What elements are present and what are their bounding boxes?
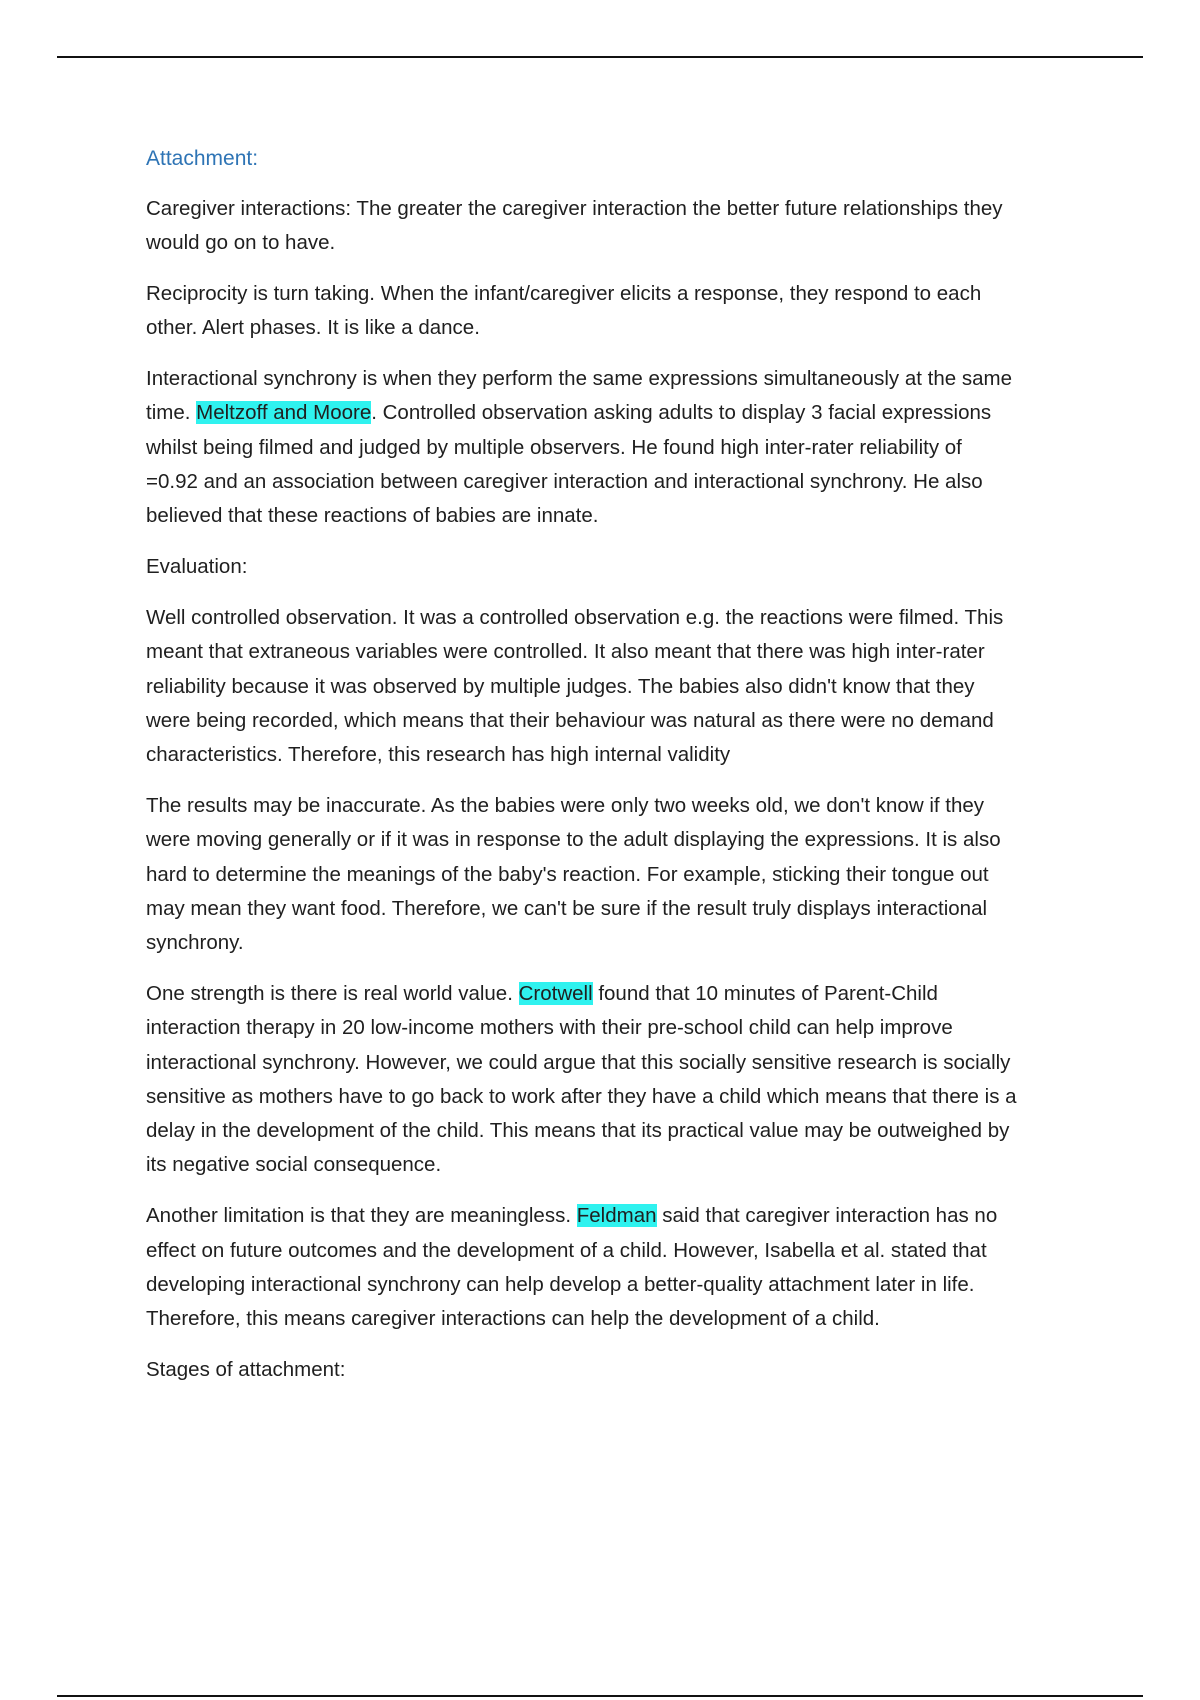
text-line: Interactional synchrony is when they perform the same expressions simultaneously at the same <box>146 367 1012 391</box>
text-line: =0.92 and an association between caregiver interaction and interactional synchrony. He also <box>146 470 983 494</box>
paragraph-reciprocity <box>146 277 1096 346</box>
text-line: The results may be inaccurate. As the babies were only two weeks old, we don't know if they <box>146 793 985 817</box>
text-line: other. Alert phases. It is like a dance. <box>146 316 480 340</box>
text-line: may mean they want food. Therefore, we can't be sure if the result truly displays interactional <box>146 896 988 920</box>
text-line: Therefore, this means caregiver interactions can help the development of a child. <box>146 1307 880 1331</box>
text-line: developing interactional synchrony can help develop a better-quality attachment later in life. <box>146 1272 975 1296</box>
text-run: time. <box>146 401 197 425</box>
text-line: Caregiver interactions: The greater the caregiver interaction the better future relationships they <box>146 197 1003 220</box>
text-run: found that 10 minutes of Parent-Child <box>592 981 938 1005</box>
text-line: Well controlled observation. It was a controlled observation e.g. the reactions were filmed. This <box>146 605 1004 629</box>
highlighted-citation-meltzoff-moore: Meltzoff and Moore <box>196 401 372 425</box>
text-line: reliability because it was observed by multiple judges. The babies also didn't know that they <box>146 674 975 698</box>
text-line: whilst being filmed and judged by multiple observers. He found high inter-rater reliability of <box>146 435 962 459</box>
text-line: interactional synchrony. However, we could argue that this socially sensitive research is socially <box>146 1050 1011 1074</box>
text-line <box>146 977 1096 1011</box>
page-top-rule <box>57 56 1143 58</box>
paragraph-caregiver-interactions <box>146 192 1096 261</box>
text-run: One strength is there is real world value. <box>146 981 519 1005</box>
text-line <box>146 396 1096 430</box>
text-line: its negative social consequence. <box>146 1153 442 1177</box>
text-line: believed that these reactions of babies are innate. <box>146 504 599 528</box>
text-line: Reciprocity is turn taking. When the infant/caregiver elicits a response, they respond to each <box>146 282 982 306</box>
paragraph-interactional-synchrony <box>146 362 1096 533</box>
highlighted-citation-feldman: Feldman <box>576 1204 657 1228</box>
document-body <box>146 142 1096 1404</box>
text-line: Evaluation: <box>146 555 248 579</box>
text-line: were moving generally or if it was in response to the adult displaying the expressions. It is also <box>146 828 1001 852</box>
text-line: would go on to have. <box>146 231 336 255</box>
text-line: hard to determine the meanings of the baby's reaction. For example, sticking their tongue out <box>146 862 989 886</box>
paragraph-stages-of-attachment <box>146 1353 1096 1387</box>
paragraph-well-controlled <box>146 601 1096 772</box>
text-line: Stages of attachment: <box>146 1357 346 1381</box>
text-line: sensitive as mothers have to go back to work after they have a child which means that there is a <box>146 1084 1017 1108</box>
text-line: meant that extraneous variables were controlled. It also meant that there was high inter-rater <box>146 640 985 664</box>
highlighted-citation-crotwell: Crotwell <box>518 981 593 1005</box>
text-line: delay in the development of the child. This means that its practical value may be outweighed by <box>146 1119 1010 1143</box>
text-line: synchrony. <box>146 931 244 955</box>
text-line: characteristics. Therefore, this research has high internal validity <box>146 743 731 767</box>
section-heading: Attachment: <box>146 147 259 170</box>
paragraph-evaluation-label <box>146 550 1096 584</box>
page-bottom-rule <box>57 1695 1143 1697</box>
text-run: . Controlled observation asking adults to display 3 facial expressions <box>371 401 992 425</box>
paragraph-limitation-meaningless <box>146 1199 1096 1336</box>
text-line: were being recorded, which means that their behaviour was natural as there were no demand <box>146 708 994 732</box>
text-run: said that caregiver interaction has no <box>656 1204 998 1228</box>
paragraph-results-inaccurate <box>146 789 1096 960</box>
paragraph-real-world-value <box>146 977 1096 1183</box>
text-run: Another limitation is that they are meaningless. <box>146 1204 577 1228</box>
text-line: interaction therapy in 20 low-income mothers with their pre-school child can help improve <box>146 1016 953 1040</box>
text-line: effect on future outcomes and the development of a child. However, Isabella et al. stated that <box>146 1238 987 1262</box>
text-line <box>146 1199 1096 1233</box>
